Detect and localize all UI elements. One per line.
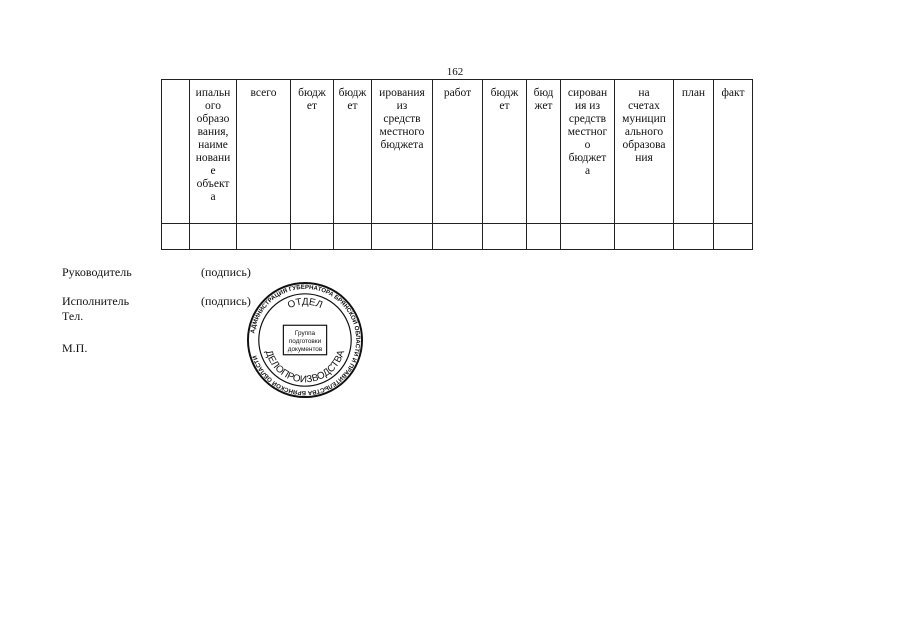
header-cell: ирования из средств местного бюджета bbox=[372, 80, 433, 224]
phone-label: Тел. bbox=[62, 309, 84, 323]
table-cell bbox=[527, 224, 561, 250]
header-cell: план bbox=[674, 80, 714, 224]
seal-place-label: М.П. bbox=[62, 341, 88, 355]
table-header-row bbox=[162, 80, 753, 224]
table-cell bbox=[674, 224, 714, 250]
head-signature-placeholder: (подпись) bbox=[201, 265, 251, 279]
stamp-bottom-text: ДЕЛОПРОИЗВОДСТВА bbox=[262, 348, 348, 386]
header-cell: бюдж ет bbox=[483, 80, 527, 224]
table-cell bbox=[334, 224, 372, 250]
header-cell: бюд жет bbox=[527, 80, 561, 224]
table-cell bbox=[433, 224, 483, 250]
stamp-center-line-3: документов bbox=[287, 345, 323, 353]
header-cell: факт bbox=[714, 80, 753, 224]
table-cell bbox=[615, 224, 674, 250]
header-cell: работ bbox=[433, 80, 483, 224]
table-cell bbox=[372, 224, 433, 250]
table-row bbox=[162, 224, 753, 250]
stamp-center-line-1: Группа bbox=[294, 330, 316, 338]
official-stamp bbox=[246, 281, 364, 399]
header-cell: всего bbox=[237, 80, 291, 224]
stamp-top-text: ОТДЕЛ bbox=[286, 296, 324, 312]
head-label: Руководитель bbox=[62, 265, 132, 279]
page-number: 162 bbox=[446, 66, 464, 78]
table-cell bbox=[714, 224, 753, 250]
table-cell bbox=[483, 224, 527, 250]
table-cell bbox=[190, 224, 237, 250]
stamp-center-line-2: подготовки bbox=[288, 337, 322, 345]
table-cell bbox=[162, 224, 190, 250]
executor-label: Исполнитель bbox=[62, 294, 130, 308]
report-table bbox=[161, 79, 753, 250]
stamp-outer-text: АДМИНИСТРАЦИЯ ГУБЕРНАТОРА БРЯНСКОЙ ОБЛАСТИ И ПРАВИТЕЛЬСТВА БРЯНСКОЙ ОБЛАСТИ bbox=[249, 283, 362, 397]
header-cell: ипальн ого образо вания, наиме новани е объект а bbox=[190, 80, 237, 224]
header-cell bbox=[162, 80, 190, 224]
table-cell bbox=[291, 224, 334, 250]
header-cell: бюдж ет bbox=[291, 80, 334, 224]
header-cell: бюдж ет bbox=[334, 80, 372, 224]
table-cell bbox=[561, 224, 615, 250]
header-cell: на счетах муницип ального образова ния bbox=[615, 80, 674, 224]
executor-signature-placeholder: (подпись) bbox=[201, 294, 251, 308]
table-cell bbox=[237, 224, 291, 250]
header-cell: сирован ия из средств местног о бюджет а bbox=[561, 80, 615, 224]
